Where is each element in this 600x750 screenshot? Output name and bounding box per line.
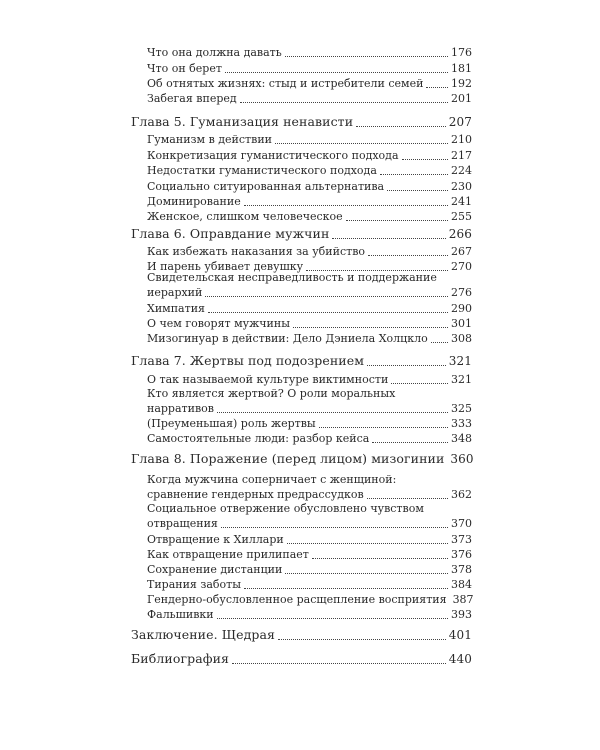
toc-entry[interactable] bbox=[147, 517, 472, 531]
toc-entry-page: 270 bbox=[451, 260, 472, 273]
leader-dots bbox=[240, 102, 448, 103]
leader-dots bbox=[312, 558, 448, 559]
toc-entry-page: 387 bbox=[452, 593, 474, 606]
toc-entry[interactable] bbox=[147, 548, 472, 562]
toc-entry[interactable] bbox=[147, 563, 472, 577]
toc-entry-page: 370 bbox=[451, 517, 472, 530]
toc-entry-page: 376 bbox=[451, 548, 472, 561]
toc-entry-title: Доминирование bbox=[147, 195, 241, 208]
toc-entry[interactable] bbox=[147, 77, 472, 91]
toc-entry-title: Недостатки гуманистического подхода bbox=[147, 164, 377, 177]
toc-entry[interactable] bbox=[147, 164, 472, 178]
toc-entry-page: 276 bbox=[451, 286, 472, 299]
toc-entry[interactable] bbox=[147, 62, 472, 76]
toc-entry-page: 333 bbox=[451, 417, 472, 430]
toc-entry[interactable] bbox=[147, 302, 472, 316]
toc-entry-title: Конкретизация гуманистического подхода bbox=[147, 149, 399, 162]
leader-dots bbox=[217, 618, 448, 619]
toc-entry-title: Как избежать наказания за убийство bbox=[147, 245, 366, 258]
leader-dots bbox=[319, 427, 448, 428]
toc-entry-title-line[interactable]: Социальное отвержение обусловлено чувством bbox=[147, 502, 424, 515]
toc-entry-title: Гуманизм в действии bbox=[147, 133, 272, 146]
toc-entry[interactable] bbox=[147, 245, 472, 259]
toc-entry-title: Химпатия bbox=[147, 302, 205, 315]
toc-entry-page: 325 bbox=[451, 402, 472, 415]
toc-entry-page: 373 bbox=[451, 533, 472, 546]
leader-dots bbox=[367, 365, 446, 366]
toc-entry-page: 348 bbox=[451, 432, 472, 445]
leader-dots bbox=[205, 296, 448, 297]
toc-chapter[interactable] bbox=[131, 451, 472, 467]
toc-entry-title: Что она должна давать bbox=[147, 46, 282, 59]
leader-dots bbox=[208, 312, 448, 313]
toc-entry-page: 384 bbox=[451, 578, 472, 591]
toc-entry-title: Как отвращение прилипает bbox=[147, 548, 309, 561]
toc-chapter-page: 401 bbox=[448, 628, 472, 642]
toc-entry[interactable] bbox=[147, 46, 472, 60]
toc-entry-page: 321 bbox=[451, 373, 472, 386]
toc-chapter-title: Библиография bbox=[131, 651, 230, 666]
toc-chapter-page: 440 bbox=[448, 652, 472, 666]
toc-chapter[interactable] bbox=[131, 226, 472, 242]
toc-entry-page: 176 bbox=[451, 46, 472, 59]
leader-dots bbox=[431, 342, 448, 343]
toc-chapter-page: 266 bbox=[448, 227, 472, 241]
leader-dots bbox=[244, 205, 448, 206]
toc-entry-title-line[interactable]: Кто является жертвой? О роли моральных bbox=[147, 387, 396, 400]
toc-entry[interactable] bbox=[147, 317, 472, 331]
toc-entry-title: (Преуменьшая) роль жертвы bbox=[147, 417, 316, 430]
toc-entry[interactable] bbox=[147, 432, 472, 446]
toc-entry-title: иерархий bbox=[147, 286, 203, 299]
toc-entry-page: 230 bbox=[451, 180, 472, 193]
leader-dots bbox=[285, 56, 448, 57]
leader-dots bbox=[221, 527, 448, 528]
toc-entry-title: Социально ситуированная альтернатива bbox=[147, 180, 385, 193]
toc-entry[interactable] bbox=[147, 332, 472, 346]
leader-dots bbox=[356, 126, 446, 127]
toc-entry-page: 362 bbox=[451, 488, 472, 501]
toc-entry-page: 217 bbox=[451, 149, 472, 162]
toc-entry-title: сравнение гендерных предрассудков bbox=[147, 488, 364, 501]
leader-dots bbox=[225, 72, 448, 73]
toc-entry-title: Мизогинуар в действии: Дело Дэниела Холцкло bbox=[147, 332, 428, 345]
toc-entry-title: Об отнятых жизнях: стыд и истребители семей bbox=[147, 77, 424, 90]
toc-entry-title: Сохранение дистанции bbox=[147, 563, 283, 576]
toc-entry-page: 267 bbox=[451, 245, 472, 258]
toc-entry[interactable] bbox=[147, 92, 472, 106]
toc-entry-title: отвращения bbox=[147, 517, 218, 530]
toc-entry[interactable] bbox=[147, 417, 472, 431]
toc-entry-title: нарративов bbox=[147, 402, 214, 415]
toc-entry-title: Гендерно-обусловленное расщепление восприятия bbox=[147, 593, 447, 606]
leader-dots bbox=[368, 255, 448, 256]
toc-entry-page: 255 bbox=[451, 210, 472, 223]
toc-chapter-title: Глава 5. Гуманизация ненависти bbox=[131, 114, 354, 129]
toc-entry-page: 224 bbox=[451, 164, 472, 177]
toc-entry-title: О чем говорят мужчины bbox=[147, 317, 290, 330]
leader-dots bbox=[387, 190, 448, 191]
leader-dots bbox=[244, 588, 448, 589]
toc-chapter[interactable] bbox=[131, 353, 472, 369]
toc-chapter-title: Глава 8. Поражение (перед лицом) мизогинии bbox=[131, 451, 445, 466]
leader-dots bbox=[346, 220, 448, 221]
toc-entry-page: 378 bbox=[451, 563, 472, 576]
leader-dots bbox=[285, 573, 448, 574]
toc-chapter-page: 321 bbox=[448, 354, 472, 368]
toc-chapter-title: Заключение. Щедрая bbox=[131, 627, 276, 642]
leader-dots bbox=[287, 543, 448, 544]
toc-entry-title: О так называемой культуре виктимности bbox=[147, 373, 389, 386]
toc-entry[interactable] bbox=[147, 195, 472, 209]
toc-entry[interactable] bbox=[147, 533, 472, 547]
toc-chapter-title: Глава 6. Оправдание мужчин bbox=[131, 226, 330, 241]
toc-entry[interactable] bbox=[147, 578, 472, 592]
toc-chapter[interactable] bbox=[131, 627, 472, 643]
toc-entry[interactable] bbox=[147, 373, 472, 387]
toc-entry-page: 181 bbox=[451, 62, 472, 75]
toc-entry-title: Забегая вперед bbox=[147, 92, 237, 105]
leader-dots bbox=[332, 238, 445, 239]
toc-entry-title: Тирания заботы bbox=[147, 578, 242, 591]
toc-entry[interactable] bbox=[147, 133, 472, 147]
toc-entry[interactable] bbox=[147, 149, 472, 163]
toc-chapter[interactable] bbox=[131, 651, 472, 667]
leader-dots bbox=[293, 327, 448, 328]
leader-dots bbox=[391, 383, 448, 384]
toc-entry-title: Фальшивки bbox=[147, 608, 214, 621]
toc-entry-page: 301 bbox=[451, 317, 472, 330]
toc-entry[interactable] bbox=[147, 488, 472, 502]
leader-dots bbox=[402, 159, 448, 160]
toc-entry[interactable] bbox=[147, 402, 472, 416]
leader-dots bbox=[380, 174, 448, 175]
toc-entry-title: Отвращение к Хиллари bbox=[147, 533, 284, 546]
toc-entry-title-line[interactable]: Свидетельская несправедливость и поддержание bbox=[147, 271, 437, 284]
toc-entry-title: Что он берет bbox=[147, 62, 222, 75]
toc-entry-title: Женское, слишком человеческое bbox=[147, 210, 343, 223]
toc-entry-page: 201 bbox=[451, 92, 472, 105]
leader-dots bbox=[372, 442, 448, 443]
toc-chapter-page: 207 bbox=[448, 115, 472, 129]
toc-entry-title-line[interactable]: Когда мужчина соперничает с женщиной: bbox=[147, 473, 397, 486]
toc-entry[interactable] bbox=[147, 286, 472, 300]
toc-entry-title: И парень убивает девушку bbox=[147, 260, 304, 273]
toc-entry-page: 210 bbox=[451, 133, 472, 146]
toc-chapter[interactable] bbox=[131, 114, 472, 130]
leader-dots bbox=[275, 143, 448, 144]
toc-entry[interactable] bbox=[147, 210, 472, 224]
toc-entry-page: 241 bbox=[451, 195, 472, 208]
leader-dots bbox=[217, 412, 448, 413]
toc-entry-title: Самостоятельные люди: разбор кейса bbox=[147, 432, 370, 445]
toc-chapter-page: 360 bbox=[450, 452, 474, 466]
leader-dots bbox=[232, 663, 446, 664]
toc-chapter-title: Глава 7. Жертвы под подозрением bbox=[131, 353, 365, 368]
toc-entry-page: 290 bbox=[451, 302, 472, 315]
toc-entry[interactable] bbox=[147, 593, 472, 607]
toc-entry-page: 192 bbox=[451, 77, 472, 90]
toc-entry[interactable] bbox=[147, 608, 472, 622]
leader-dots bbox=[367, 498, 448, 499]
leader-dots bbox=[278, 639, 446, 640]
toc-entry-page: 308 bbox=[451, 332, 472, 345]
toc-entry[interactable] bbox=[147, 180, 472, 194]
leader-dots bbox=[426, 87, 448, 88]
toc-entry-page: 393 bbox=[451, 608, 472, 621]
